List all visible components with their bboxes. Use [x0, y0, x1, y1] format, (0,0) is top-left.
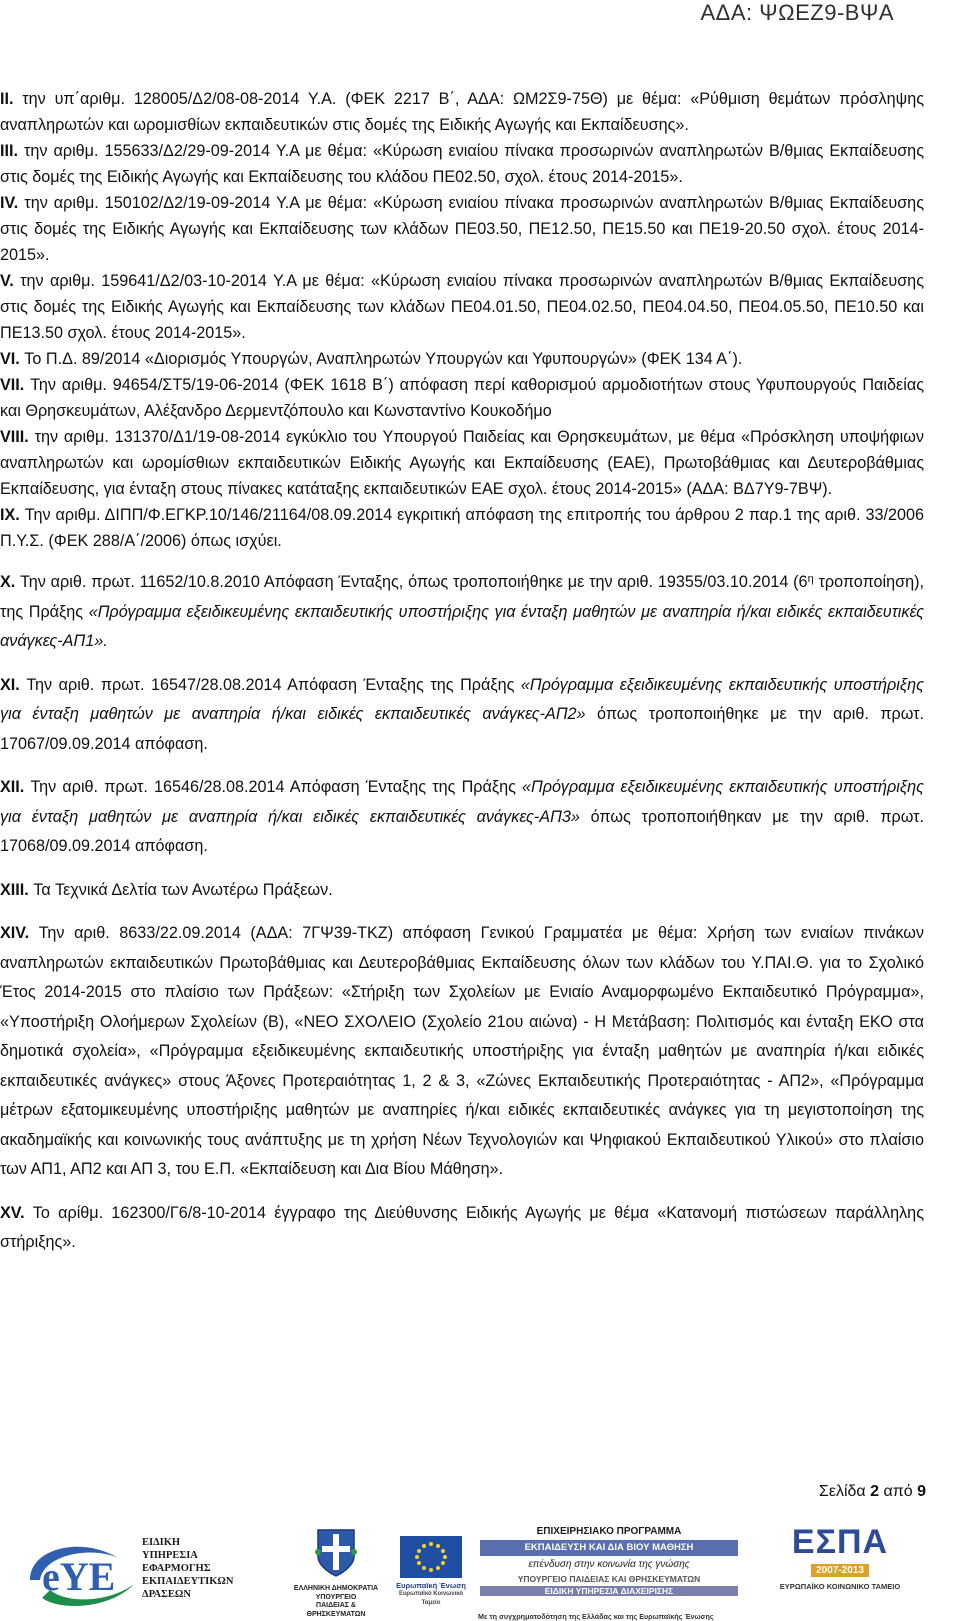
espa-word: ΕΣΠΑ — [791, 1523, 889, 1561]
list-item — [0, 268, 924, 346]
item-text: όπως τροποποιήθηκε με την αριθ. πρωτ. 17067/09.09.2014 απόφαση. — [0, 705, 924, 753]
item-text: την αριθμ. 155633/Δ2/29-09-2014 Υ.Α με θέμα: «Κύρωση ενιαίου πίνακα προσωρινών αναπληρωτών Β/θμιας Εκπαίδευσης στις δομές της Ειδικής Αγωγής και Εκπαίδευσης του κλάδου ΠΕ02.50, σχολ. έτους 2014-2015». — [0, 142, 924, 186]
eye-logo — [22, 1528, 252, 1618]
item-text: την αριθμ. 131370/Δ1/19-08-2014 εγκύκλιο του Υπουργού Παιδείας και Θρησκευμάτων, με θέμα «Πρόσκληση υποψήφιων αναπληρωτών και ωρομίσθιων εκπαιδευτικών Ειδικής Αγωγής και Εκπαίδευσης (ΕΑΕ), Πρωτοβάθμιας και Δευτεροβάθμιας Εκπαίδευσης, για ένταξη στους πίνακες κατάταξης εκπαιδευτικών ΕΑΕ σχολ. έτους 2014-2015» (ΑΔΑ: ΒΔ7Υ9-7ΒΨ). — [0, 428, 924, 498]
espa-years: 2007-2013 — [811, 1564, 869, 1577]
greece-line: ΠΑΙΔΕΙΑΣ & ΘΡΗΣΚΕΥΜΑΤΩΝ — [306, 1602, 366, 1618]
item-number: V. — [0, 272, 14, 290]
item-number: VI. — [0, 350, 20, 368]
page-current: 2 — [870, 1483, 880, 1500]
item-number: III. — [0, 142, 18, 160]
page-total: 9 — [917, 1483, 926, 1500]
item-text: Την αριθ. πρωτ. 16546/28.08.2014 Απόφαση Ένταξης της Πράξης — [24, 778, 523, 796]
footer-logos — [0, 1522, 960, 1621]
item-number: X. — [0, 573, 16, 591]
list-item — [0, 424, 924, 502]
program-title: «Πρόγραμμα εξειδικευμένης εκπαιδευτικής υποστήριξης για ένταξη μαθητών με αναπηρία ή/και ειδικές εκπαιδευτικές ανάγκες-ΑΠ3» — [0, 778, 924, 826]
ada-code: ΑΔΑ: ΨΩΕΖ9-ΒΨΑ — [700, 0, 894, 25]
list-item — [0, 502, 924, 554]
eu-flag-icon — [400, 1536, 462, 1578]
item-number: XV. — [0, 1203, 25, 1222]
item-number: XII. — [0, 778, 25, 796]
item-text: Την αριθ. πρωτ. 16547/28.08.2014 Απόφαση Ένταξης της Πράξης — [19, 675, 521, 694]
coat-of-arms-icon — [314, 1526, 358, 1578]
greece-line: ΕΛΛΗΝΙΚΗ ΔΗΜΟΚΡΑΤΙΑ — [293, 1585, 379, 1592]
eye-mark-icon — [22, 1528, 140, 1614]
list-item — [0, 372, 924, 424]
item-text: Τα Τεχνικά Δελτία των Ανωτέρω Πράξεων. — [28, 880, 333, 899]
item-number: XIV. — [0, 924, 30, 942]
eu-logo — [392, 1536, 470, 1620]
list-item — [0, 876, 924, 906]
item-text: Την αριθμ. 94654/ΣΤ5/19-06-2014 (ΦΕΚ 1618 Β΄) απόφαση περί καθορισμού αρμοδιοτήτων στους Υφυπουργούς Παιδείας και Θρησκευμάτων, Αλέξανδρο Δερμεντζόπουλο και Κωνσταντίνο Κουκοδήμο — [0, 376, 924, 420]
eye-line: ΕΙΔΙΚΗ — [142, 1537, 181, 1548]
eye-line: ΥΠΗΡΕΣΙΑ — [142, 1550, 198, 1561]
ministry-text — [286, 1585, 386, 1619]
item-text: την αριθμ. 150102/Δ2/19-09-2014 Υ.Α με θέμα: «Κύρωση ενιαίου πίνακα προσωρινών αναπληρωτών Β/θμιας Εκπαίδευσης στις δομές της Ειδικής Αγωγής και Εκπαίδευσης των κλάδων ΠΕ03.50, ΠΕ12.50, ΠΕ15.50 και ΠΕ19-20.50 σχολ. έτους 2014-2015». — [0, 194, 924, 264]
page-label: Σελίδα — [818, 1483, 871, 1500]
eye-line: ΔΡΑΣΕΩΝ — [142, 1589, 191, 1600]
list-item — [0, 346, 924, 372]
eu-text — [392, 1581, 470, 1608]
list-item — [0, 568, 924, 657]
item-text: τροποποίηση), της Πράξης — [0, 573, 924, 621]
epeaek-slogan: επένδυση στην κοινωνία της γνώσης — [528, 1559, 690, 1570]
epeaek-title: ΕΠΙΧΕΙΡΗΣΙΑΚΟ ΠΡΟΓΡΑΜΜΑ — [536, 1526, 682, 1537]
eu-line: Ευρωπαϊκό Κοινωνικό Ταμείο — [398, 1591, 464, 1606]
item-text: Το Π.Δ. 89/2014 «Διορισμός Υπουργών, Αναπληρωτών Υπουργών και Υφυπουργών» (ΦΕΚ 134 Α΄). — [19, 350, 743, 368]
item-number: XI. — [0, 675, 20, 694]
epeaek-ministry: ΥΠΟΥΡΓΕΙΟ ΠΑΙΔΕΙΑΣ ΚΑΙ ΘΡΗΣΚΕΥΜΑΤΩΝ — [517, 1574, 701, 1584]
eye-line: ΕΦΑΡΜΟΓΗΣ — [142, 1563, 211, 1574]
epeaek-logo — [480, 1526, 738, 1620]
item-text: την υπ΄αριθμ. 128005/Δ2/08-08-2014 Υ.Α. (ΦΕΚ 2217 Β΄, ΑΔΑ: ΩΜ2Σ9-75Θ) με θέμα: «Ρύθμιση θεμάτων πρόσληψης αναπληρωτών και ωρομισθίων εκπαιδευτικών στις δομές της Ειδικής Αγωγής και Εκπαίδευσης». — [0, 90, 924, 134]
item-text: όπως τροποποιήθηκαν με την αριθ. πρωτ. 17068/09.09.2014 απόφαση. — [0, 807, 925, 855]
page-separator: από — [879, 1483, 918, 1500]
list-item — [0, 773, 924, 862]
list-item — [0, 190, 924, 268]
item-text: Την αριθ. πρωτ. 11652/10.8.2010 Απόφαση Ένταξης, όπως τροποποιήθηκε με την αριθ. 19355/03.10.2014 (6 — [15, 573, 808, 591]
eye-logo-text — [142, 1536, 233, 1601]
epeaek-band: ΕΚΠΑΙΔΕΥΣΗ ΚΑΙ ΔΙΑ ΒΙΟΥ ΜΑΘΗΣΗ — [480, 1540, 738, 1556]
item-text: Την αριθμ. ΔΙΠΠ/Φ.ΕΓΚΡ.10/146/21164/08.09.2014 εγκριτική απόφαση της επιτροπής του άρθρου 2 παρ.1 της αριθ. 33/2006 Π.Υ.Σ. (ΦΕΚ 288/Α΄/2006) όπως ισχύει. — [0, 506, 924, 550]
item-number: VIII. — [0, 428, 29, 446]
item-text: Την αριθ. 8633/22.09.2014 (ΑΔΑ: 7ΓΨ39-ΤΚΖ) απόφαση Γενικού Γραμματέα με θέμα: Χρήση των ενιαίων πινάκων αναπληρωτών εκπαιδευτικών Πρωτοβάθμιας και Δευτεροβάθμιας Εκπαίδευσης όλων των κλάδων του Υ.ΠΑΙ.Θ. για το Σχολικό Έτος 2014-2015 στο πλαίσιο των Πράξεων: «Στήριξη των Σχολείων με Ενιαίο Αναμορφωμένο Εκπαιδευτικό Πρόγραμμα», «Υποστήριξη Ολοήμερων Σχολείων (Β), «ΝΕΟ ΣΧΟΛΕΙΟ (Σχολείο 21ου αιώνα) - Η Μετάβαση: Πολιτισμός και ένταξη ΕΚΟ στα δημοτικά σχολεία», «Πρόγραμμα εξειδικευμένης εκπαιδευτικής υποστήριξης για ένταξη μαθητών με αναπηρία ή/και ειδικές εκπαιδευτικές ανάγκες» στους Άξονες Προτεραιότητας 1, 2 & 3, «Ζώνες Εκπαιδευτικής Προτεραιότητας - ΑΠ2», «Πρόγραμμα μέτρων εξατομικευμένης υποστήριξης μαθητών με αναπηρίες ή/και ειδικές εκπαιδευτικές ανάγκες για τη μεγιστοποίηση της ακαδημαϊκής και κοινωνικής τους ανάπτυξης με τη χρήση Νέων Τεχνολογιών και Ψηφιακού Εκπαιδευτικού Υλικού» στο πλαίσιο των ΑΠ1, ΑΠ2 και ΑΠ 3, του Ε.Π. «Εκπαίδευση και Δια Βίου Μάθηση». — [0, 924, 924, 1178]
greece-line: ΥΠΟΥΡΓΕΙΟ — [315, 1593, 357, 1601]
epeaek-band2: ΕΙΔΙΚΗ ΥΠΗΡΕΣΙΑ ΔΙΑΧΕΙΡΙΣΗΣ — [480, 1586, 738, 1596]
item-number: IX. — [0, 506, 20, 524]
program-title: «Πρόγραμμα εξειδικευμένης εκπαιδευτικής υποστήριξης για ένταξη μαθητών με αναπηρία ή/και ειδικές εκπαιδευτικές ανάγκες-ΑΠ1». — [0, 602, 924, 650]
list-item — [0, 86, 924, 138]
eye-line: ΕΚΠΑΙΔΕΥΤΙΚΩΝ — [142, 1576, 234, 1587]
ordinal-superscript: η — [807, 573, 814, 585]
cofunding-text: Με τη συγχρηματοδότηση της Ελλάδας και της Ευρωπαϊκής Ένωσης — [478, 1612, 714, 1621]
svg-text:eYE: eYE — [42, 1554, 116, 1599]
page-number — [819, 1483, 926, 1501]
list-item — [0, 138, 924, 190]
espa-logo — [752, 1524, 928, 1620]
list-item — [0, 671, 924, 760]
item-number: IV. — [0, 194, 19, 212]
program-title: «Πρόγραμμα εξειδικευμένης εκπαιδευτικής υποστήριξης για ένταξη μαθητών με αναπηρία ή/και ειδικές εκπαιδευτικές ανάγκες-ΑΠ2» — [0, 675, 924, 723]
list-item — [0, 1199, 924, 1258]
item-text: Το αρίθμ. 162300/Γ6/8-10-2014 έγγραφο της Διεύθυνσης Ειδικής Αγωγής με θέμα «Κατανομή πιστώσεων παράλληλης στήριξης». — [0, 1203, 924, 1251]
item-number: VII. — [0, 376, 25, 394]
document-body — [0, 86, 924, 1258]
item-number: XIII. — [0, 880, 29, 899]
espa-sub: ΕΥΡΩΠΑΪΚΟ ΚΟΙΝΩΝΙΚΟ ΤΑΜΕΙΟ — [779, 1582, 901, 1591]
list-item — [0, 919, 924, 1185]
item-text: την αριθμ. 159641/Δ2/03-10-2014 Υ.Α με θέμα: «Κύρωση ενιαίου πίνακα προσωρινών αναπληρωτών Β/θμιας Εκπαίδευσης στις δομές της Ειδικής Αγωγής και Εκπαίδευσης των κλάδων ΠΕ04.01.50, ΠΕ04.02.50, ΠΕ04.04.50, ΠΕ04.05.50, ΠΕ10.50 και ΠΕ13.50 σχολ. έτους 2014-2015». — [0, 272, 924, 342]
greek-emblem-logo — [286, 1526, 386, 1620]
eu-line: Ευρωπαϊκή Ένωση — [396, 1581, 466, 1590]
item-number: II. — [0, 90, 14, 108]
